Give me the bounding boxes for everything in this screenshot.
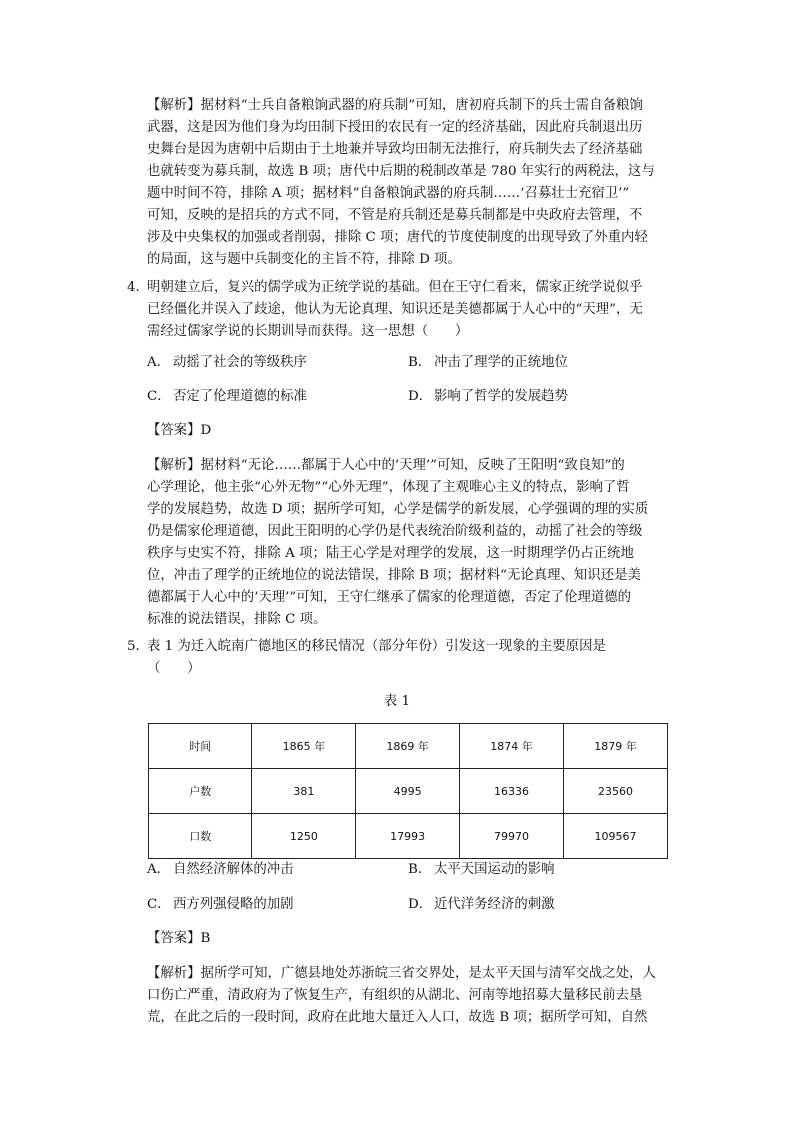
table-cell: 23560 bbox=[563, 769, 667, 814]
option-label: D． bbox=[408, 389, 433, 404]
table-caption: 表 1 bbox=[383, 694, 411, 709]
q4-analysis-line: 标准的说法错误，排除 C 项。 bbox=[147, 612, 327, 627]
option-label: D． bbox=[408, 897, 433, 912]
table-header-cell: 1879 年 bbox=[563, 724, 667, 769]
q5-answer: 【答案】B bbox=[147, 931, 211, 946]
option-label: C． bbox=[147, 897, 171, 912]
table-header-row bbox=[149, 724, 668, 769]
migration-table bbox=[148, 723, 668, 859]
q3-analysis-line: 可知，反映的是招兵的方式不同，不管是府兵制还是募兵制都是中央政府去管理，不 bbox=[147, 208, 643, 223]
q3-analysis-line: 题中时间不符，排除 A 项；据材料“自备粮饷武器的府兵制……‘召募壮士充宿卫’” bbox=[147, 186, 630, 201]
q4-analysis-line: 位，冲击了理学的正统地位的说法错误，排除 B 项；据材料“无论真理、知识还是美 bbox=[147, 568, 641, 583]
q4-analysis-line: 学的发展趋势，故选 D 项；据所学可知，心学是儒学的新发展，心学强调的理的实质 bbox=[147, 502, 649, 517]
q3-analysis-line: 涉及中央集权的加强或者削弱，排除 C 项；唐代的节度使制度的出现导致了外重内轻 bbox=[147, 230, 648, 245]
q4-analysis-line: 秩序与史实不符，排除 A 项；陆王心学是对理学的发展，这一时期理学仍占正统地 bbox=[147, 546, 634, 561]
table-cell: 381 bbox=[252, 769, 356, 814]
table-header-cell: 1874 年 bbox=[460, 724, 564, 769]
q5-analysis-line: 荒，在此之后的一段时间，政府在此地大量迁入人口，故选 B 项；据所学可知，自然 bbox=[147, 1010, 648, 1025]
table-cell: 17993 bbox=[356, 814, 460, 859]
option-text: 否定了伦理道德的标准 bbox=[173, 389, 307, 404]
q4-analysis-line: 仍是儒家伦理道德，因此王阳明的心学仍是代表统治阶级利益的，动摇了社会的等级 bbox=[147, 524, 643, 539]
q5-stem-line: （ ） bbox=[147, 661, 201, 676]
q4-stem-line: 需经过儒家学说的长期训导而获得。这一思想（ ） bbox=[147, 324, 469, 339]
q4-stem bbox=[147, 277, 672, 343]
q5-analysis-line: 口伤亡严重，清政府为了恢复生产，有组织的从湖北、河南等地招募大量移民前去垦 bbox=[147, 988, 643, 1003]
q4-option-b bbox=[408, 352, 568, 374]
q4-analysis-line: 心学理论，他主张“心外无物”“心外无理”，体现了主观唯心主义的特点，影响了哲 bbox=[147, 480, 630, 495]
q5-option-c bbox=[147, 894, 294, 916]
table-cell: 109567 bbox=[563, 814, 667, 859]
table-cell: 口数 bbox=[149, 814, 252, 859]
q5-option-a bbox=[147, 859, 294, 881]
q4-option-a bbox=[147, 352, 307, 374]
option-text: 太平天国运动的影响 bbox=[434, 862, 555, 877]
q4-option-d bbox=[408, 386, 568, 408]
table-header-cell: 1869 年 bbox=[356, 724, 460, 769]
q5-option-d bbox=[408, 894, 555, 916]
q4-analysis-line: 【解析】据材料“无论……都属于人心中的‘天理’”可知，反映了王阳明“致良知”的 bbox=[147, 458, 625, 473]
table-row bbox=[149, 769, 668, 814]
q4-option-c bbox=[147, 386, 307, 408]
q5-option-b bbox=[408, 859, 555, 881]
option-label: A． bbox=[147, 862, 171, 877]
q5-analysis bbox=[147, 963, 672, 1029]
q4-number: 4． bbox=[127, 280, 149, 295]
q4-analysis-line: 德都属于人心中的‘天理’”可知，王守仁继承了儒家的伦理道德，否定了伦理道德的 bbox=[147, 590, 632, 605]
option-text: 冲击了理学的正统地位 bbox=[434, 355, 568, 370]
option-text: 动摇了社会的等级秩序 bbox=[173, 355, 307, 370]
q3-analysis-line: 【解析】据材料“士兵自备粮饷武器的府兵制”可知，唐初府兵制下的兵士需自备粮饷 bbox=[147, 98, 643, 113]
q5-stem-line: 表 1 为迁入皖南广德地区的移民情况（部分年份）引发这一现象的主要原因是 bbox=[147, 639, 606, 654]
option-label: B． bbox=[408, 355, 432, 370]
table-cell: 1250 bbox=[252, 814, 356, 859]
option-text: 自然经济解体的冲击 bbox=[173, 862, 294, 877]
q3-analysis-line: 武器，这是因为他们身为均田制下授田的农民有一定的经济基础，因此府兵制退出历 bbox=[147, 120, 643, 135]
q3-analysis-line: 史舞台是因为唐朝中后期由于土地兼并导致均田制无法推行，府兵制失去了经济基础 bbox=[147, 142, 643, 157]
table-cell: 79970 bbox=[460, 814, 564, 859]
table-header-cell: 时间 bbox=[149, 724, 252, 769]
table-cell: 户数 bbox=[149, 769, 252, 814]
option-text: 近代洋务经济的刺激 bbox=[434, 897, 555, 912]
q4-analysis bbox=[147, 455, 672, 631]
q4-stem-line: 已经僵化并误入了歧途，他认为无论真理、知识还是美德都属于人心中的“天理”，无 bbox=[147, 302, 643, 317]
table-row bbox=[149, 814, 668, 859]
q5-stem bbox=[147, 636, 672, 680]
table-cell: 4995 bbox=[356, 769, 460, 814]
q5-analysis-line: 【解析】据所学可知，广德县地处苏浙皖三省交界处，是太平天国与清军交战之处，人 bbox=[147, 966, 656, 981]
q4-stem-line: 明朝建立后，复兴的儒学成为正统学说的基础。但在王守仁看来，儒家正统学说似乎 bbox=[147, 280, 643, 295]
option-label: B． bbox=[408, 862, 432, 877]
table-cell: 16336 bbox=[460, 769, 564, 814]
table-header-cell: 1865 年 bbox=[252, 724, 356, 769]
q5-number: 5． bbox=[127, 639, 149, 654]
option-label: A． bbox=[147, 355, 171, 370]
q3-analysis-line: 的局面，这与题中兵制变化的主旨不符，排除 D 项。 bbox=[147, 252, 461, 267]
q3-analysis bbox=[147, 95, 672, 271]
q4-answer: 【答案】D bbox=[147, 423, 212, 438]
option-text: 西方列强侵略的加剧 bbox=[173, 897, 294, 912]
option-text: 影响了哲学的发展趋势 bbox=[434, 389, 568, 404]
q3-analysis-line: 也就转变为募兵制，故选 B 项；唐代中后期的税制改革是 780 年实行的两税法，这与 bbox=[147, 164, 655, 179]
option-label: C． bbox=[147, 389, 171, 404]
